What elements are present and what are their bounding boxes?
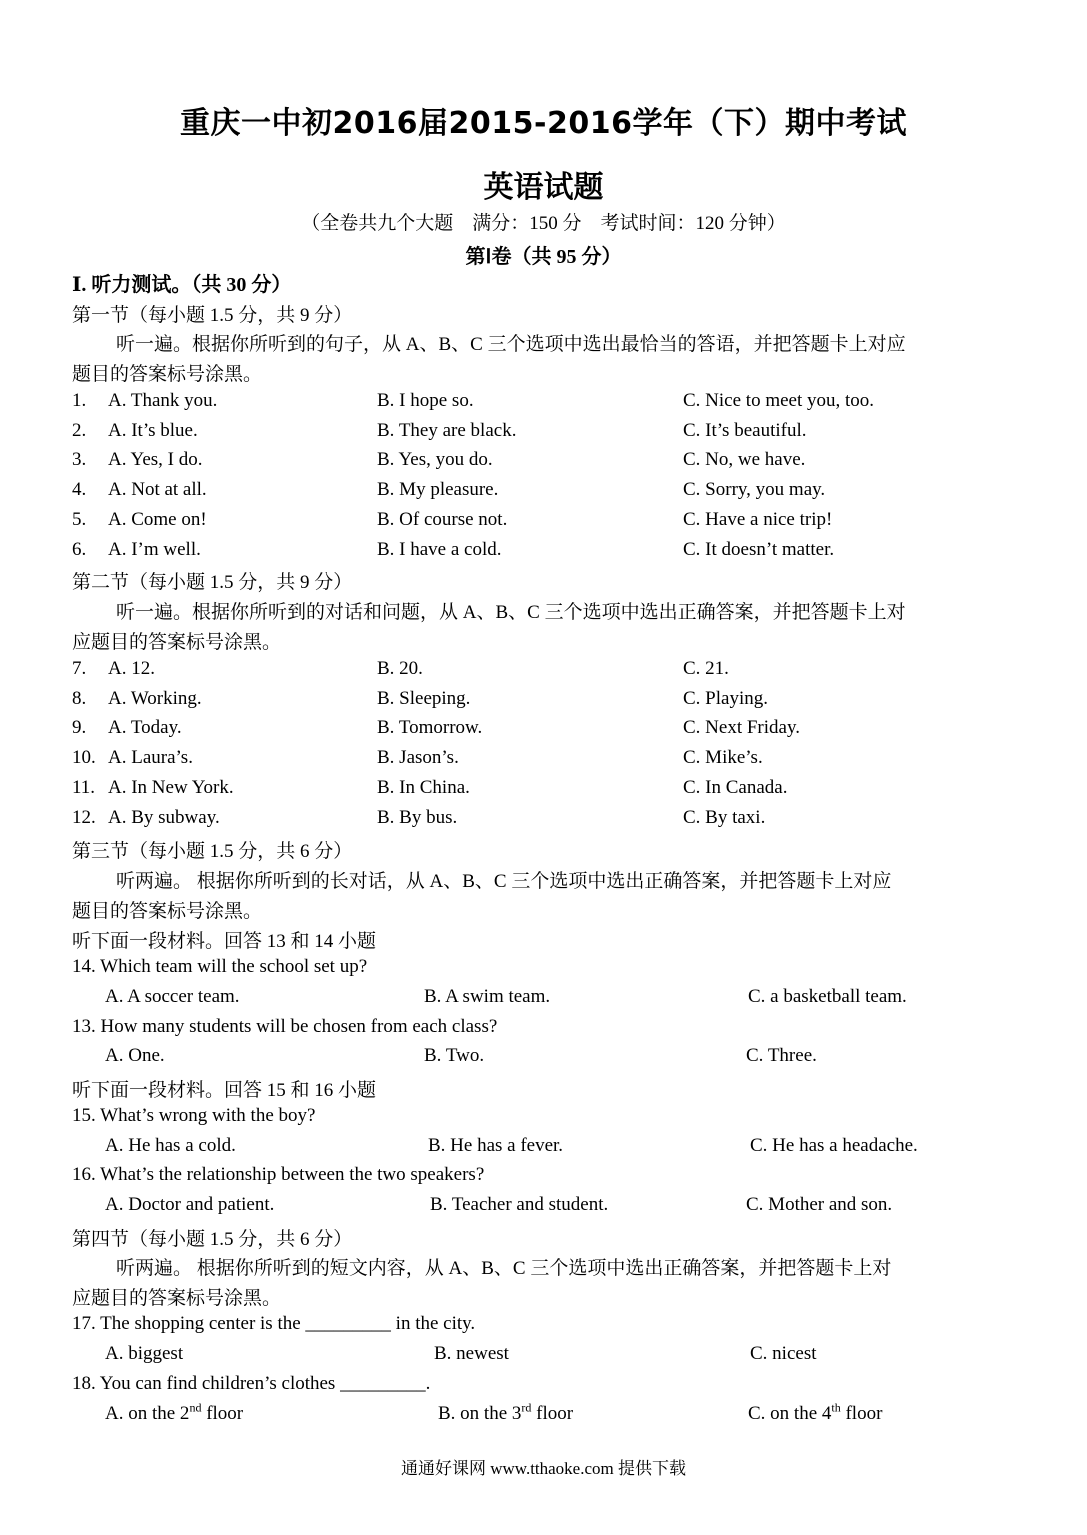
option-c: C. on the 4th floor [748, 1400, 883, 1424]
option-c: C. Sorry, you may. [683, 479, 826, 501]
option-c: C. 21. [683, 658, 729, 679]
option-a: A. By subway. [108, 806, 220, 828]
question-text: 14. Which team will the school set up? [72, 956, 368, 977]
option-c: C. It’s beautiful. [683, 419, 807, 441]
option-b: B. Tomorrow. [377, 717, 483, 739]
option-b: B. I hope so. [377, 390, 474, 411]
option-b: B. Of course not. [377, 508, 508, 530]
section-heading: 第四节（每小题 1.5 分，共 6 分） [72, 1229, 353, 1250]
option-b: B. Yes, you do. [377, 449, 493, 471]
instruction: 听两遍。 根据你所听到的长对话，从 A、B、C 三个选项中选出正确答案，并把答题卡上对应 [116, 871, 892, 892]
option-b: B. A swim team. [424, 986, 551, 1007]
question-text: 15. What’s wrong with the boy? [72, 1105, 316, 1126]
material-note: 听下面一段材料。回答 13 和 14 小题 [72, 931, 377, 952]
option-b: B. newest [434, 1343, 509, 1364]
option-a: A. Doctor and patient. [105, 1194, 275, 1215]
option-a: A. Thank you. [108, 390, 218, 411]
option-b: B. He has a fever. [428, 1135, 564, 1156]
option-a: A. Come on! [108, 508, 207, 530]
option-a: A. Today. [108, 717, 182, 739]
option-a: A. In New York. [108, 776, 234, 798]
exam-subtitle: 英语试题 [483, 170, 604, 205]
question-number: 10. [72, 747, 96, 769]
exam-info: （全卷共九个大题 满分：150 分 考试时间：120 分钟） [301, 213, 786, 234]
instruction: 听一遍。根据你所听到的句子，从 A、B、C 三个选项中选出最恰当的答语，并把答题卡上对应 [116, 334, 906, 355]
question-number: 2. [72, 419, 87, 441]
question-number: 4. [72, 479, 87, 501]
material-note: 听下面一段材料。回答 15 和 16 小题 [72, 1080, 377, 1101]
option-c: C. By taxi. [683, 806, 766, 828]
instruction: 题目的答案标号涂黑。 [72, 901, 263, 922]
option-a: A. 12. [108, 658, 155, 679]
instruction: 听两遍。 根据你所听到的短文内容，从 A、B、C 三个选项中选出正确答案，并把答题卡上对 [116, 1258, 892, 1279]
question-number: 11. [72, 776, 96, 798]
option-c: C. Nice to meet you, too. [683, 390, 875, 411]
option-b: B. I have a cold. [377, 538, 502, 560]
question-number: 8. [72, 687, 87, 709]
option-c: C. Have a nice trip! [683, 508, 833, 530]
option-c: C. Playing. [683, 687, 768, 709]
question-number: 5. [72, 508, 87, 530]
instruction: 题目的答案标号涂黑。 [72, 364, 263, 385]
option-b: B. By bus. [377, 806, 458, 828]
page-footer: 通通好课网 www.tthaoke.com 提供下载 [400, 1459, 687, 1478]
section-heading: 第一节（每小题 1.5 分，共 9 分） [72, 305, 353, 326]
option-a: A. It’s blue. [108, 419, 198, 441]
option-b: B. They are black. [377, 419, 517, 441]
instruction: 听一遍。根据你所听到的对话和问题，从 A、B、C 三个选项中选出正确答案，并把答题卡上对 [116, 602, 906, 623]
option-a: A. One. [105, 1045, 165, 1066]
option-c: C. nicest [750, 1343, 817, 1364]
option-c: C. It doesn’t matter. [683, 538, 835, 560]
exam-title: 重庆一中初2016届2015-2016学年（下）期中考试 [180, 106, 907, 141]
question-text: 18. You can find children’s clothes _________. [72, 1373, 431, 1394]
option-c: C. Three. [746, 1045, 817, 1066]
option-a: A. Laura’s. [108, 747, 193, 769]
option-b: B. on the 3rd floor [438, 1400, 574, 1424]
option-a: A. He has a cold. [105, 1135, 236, 1156]
volume-heading: 第Ⅰ卷（共 95 分） [465, 246, 622, 268]
option-a: A. Not at all. [108, 479, 207, 501]
question-number: 6. [72, 538, 87, 560]
section-heading: 第二节（每小题 1.5 分，共 9 分） [72, 572, 353, 593]
question-number: 12. [72, 806, 96, 828]
question-number: 7. [72, 658, 87, 679]
option-a: A. A soccer team. [105, 986, 240, 1007]
option-c: C. No, we have. [683, 449, 806, 471]
option-b: B. In China. [377, 776, 470, 798]
question-text: 13. How many students will be chosen from each class? [72, 1016, 498, 1037]
section-heading: 第三节（每小题 1.5 分，共 6 分） [72, 841, 353, 862]
question-number: 9. [72, 717, 87, 739]
option-b: B. Teacher and student. [430, 1194, 609, 1215]
option-a: A. I’m well. [108, 538, 201, 560]
option-c: C. He has a headache. [750, 1135, 918, 1156]
option-b: B. 20. [377, 658, 423, 679]
option-c: C. In Canada. [683, 776, 788, 798]
instruction: 应题目的答案标号涂黑。 [72, 632, 282, 653]
option-b: B. My pleasure. [377, 479, 499, 501]
option-a: A. Working. [108, 687, 202, 709]
option-b: B. Two. [424, 1045, 485, 1066]
option-c: C. Mike’s. [683, 747, 763, 769]
option-a: A. on the 2nd floor [105, 1400, 244, 1424]
option-b: B. Jason’s. [377, 747, 459, 769]
question-number: 3. [72, 449, 87, 471]
option-b: B. Sleeping. [377, 687, 471, 709]
instruction: 应题目的答案标号涂黑。 [72, 1288, 282, 1309]
question-number: 1. [72, 390, 87, 411]
option-c: C. Mother and son. [746, 1194, 893, 1215]
question-text: 16. What’s the relationship between the two speakers? [72, 1164, 485, 1185]
question-text: 17. The shopping center is the _________ in the city. [72, 1313, 476, 1334]
option-a: A. Yes, I do. [108, 449, 203, 471]
option-a: A. biggest [105, 1343, 184, 1364]
option-c: C. Next Friday. [683, 717, 800, 739]
option-c: C. a basketball team. [748, 986, 907, 1007]
part-heading: Ⅰ. 听力测试。（共 30 分） [72, 274, 292, 296]
